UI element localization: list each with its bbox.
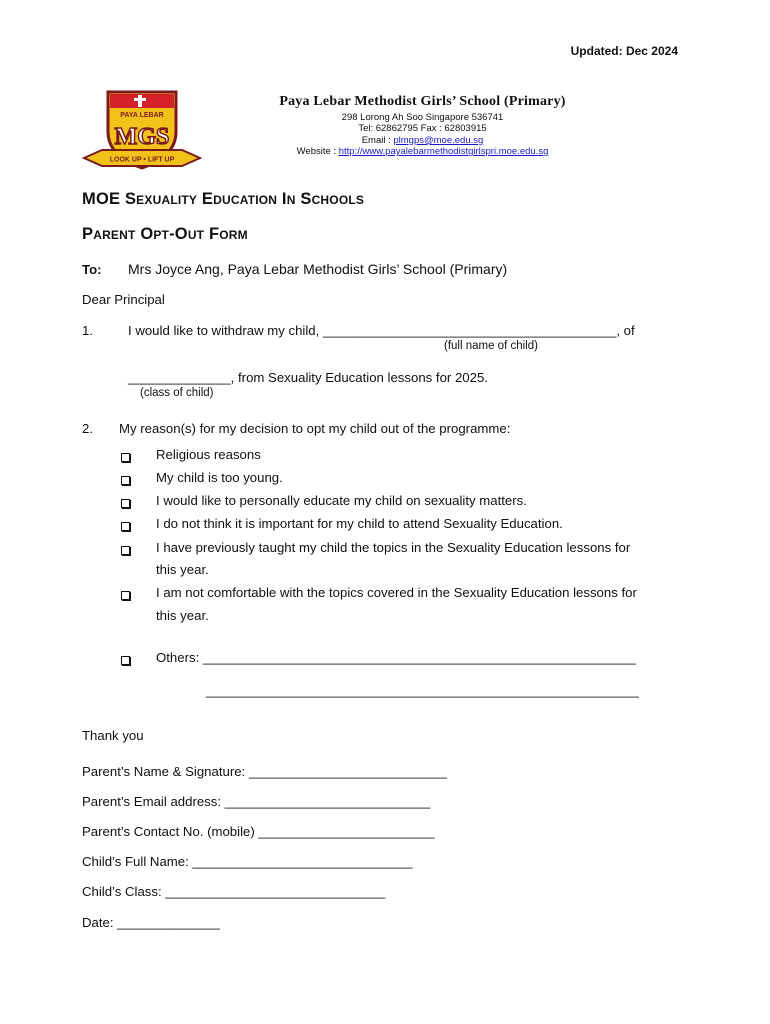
reason-label-continued: this year. bbox=[156, 608, 209, 623]
reason-label: I would like to personally educate my child on sexuality matters. bbox=[156, 493, 527, 508]
svg-text:PAYA LEBAR: PAYA LEBAR bbox=[120, 112, 164, 119]
email-line: Email : plmgps@moe.edu.sg bbox=[361, 134, 484, 146]
item1-line1: I would like to withdraw my child, ________________________________________, of bbox=[128, 323, 635, 338]
reason-checkbox[interactable] bbox=[121, 542, 130, 560]
website-line: Website : http://www.payalebarmethodistgirlspri.moe.edu.sg bbox=[296, 146, 549, 158]
others-line[interactable]: Others: ___________________________________________________________ bbox=[156, 650, 636, 665]
reason-checkbox[interactable] bbox=[121, 495, 130, 513]
reason-checkbox[interactable] bbox=[121, 587, 130, 605]
parent-email-field[interactable]: Parent’s Email address: ____________________________ bbox=[82, 794, 431, 809]
date-field[interactable]: Date: ______________ bbox=[82, 915, 220, 930]
others-checkbox[interactable] bbox=[121, 652, 130, 670]
reason-checkbox[interactable] bbox=[121, 518, 130, 536]
others-line-2[interactable]: ___________________________________________________________ bbox=[206, 683, 639, 698]
reason-label: Religious reasons bbox=[156, 447, 261, 462]
address-line: 298 Lorong Ah Soo Singapore 536741 bbox=[341, 112, 504, 123]
school-address-block bbox=[200, 112, 645, 158]
item1-line2: ______________, from Sexuality Education lessons for 2025. bbox=[128, 370, 488, 385]
school-name: Paya Lebar Methodist Girls’ School (Primary) bbox=[279, 94, 566, 109]
to-label: To: bbox=[82, 262, 102, 277]
tel-fax-line: Tel: 62862795 Fax : 62803915 bbox=[358, 123, 487, 135]
parent-name-signature-field[interactable]: Parent’s Name & Signature: ___________________________ bbox=[82, 764, 447, 779]
item1-number: 1. bbox=[82, 323, 93, 338]
parent-contact-field[interactable]: Parent’s Contact No. (mobile) ________________________ bbox=[82, 824, 435, 839]
item1-hint-full-name: (full name of child) bbox=[444, 340, 538, 352]
reason-label: I am not comfortable with the topics covered in the Sexuality Education lessons for bbox=[156, 585, 637, 600]
reason-label: My child is too young. bbox=[156, 470, 283, 485]
title-opt-out-form: Parent Opt-Out Form bbox=[82, 225, 248, 243]
email-link[interactable]: plmgps@moe.edu.sg bbox=[393, 134, 484, 146]
item1-hint-class: (class of child) bbox=[140, 387, 214, 399]
item2-text: My reason(s) for my decision to opt my child out of the programme: bbox=[119, 421, 511, 436]
thank-you: Thank you bbox=[82, 728, 144, 743]
reason-label-continued: this year. bbox=[156, 562, 209, 577]
updated-date: Updated: Dec 2024 bbox=[570, 44, 678, 58]
item2-number: 2. bbox=[82, 421, 93, 436]
svg-text:MGS: MGS bbox=[114, 124, 170, 150]
svg-text:LOOK UP • LIFT UP: LOOK UP • LIFT UP bbox=[109, 156, 175, 164]
salutation: Dear Principal bbox=[82, 292, 165, 307]
reason-label: I do not think it is important for my child to attend Sexuality Education. bbox=[156, 516, 563, 531]
website-link[interactable]: http://www.payalebarmethodistgirlspri.moe.edu.sg bbox=[338, 146, 549, 158]
title-sexuality-education: MOE Sexuality Education In Schools bbox=[82, 190, 365, 208]
child-full-name-field[interactable]: Child’s Full Name: ______________________________ bbox=[82, 854, 413, 869]
reason-checkbox[interactable] bbox=[121, 449, 130, 467]
child-class-field[interactable]: Child’s Class: ______________________________ bbox=[82, 884, 386, 899]
reason-label: I have previously taught my child the topics in the Sexuality Education lessons for bbox=[156, 540, 631, 555]
reason-checkbox[interactable] bbox=[121, 472, 130, 490]
to-value: Mrs Joyce Ang, Paya Lebar Methodist Girls’ School (Primary) bbox=[128, 261, 508, 277]
